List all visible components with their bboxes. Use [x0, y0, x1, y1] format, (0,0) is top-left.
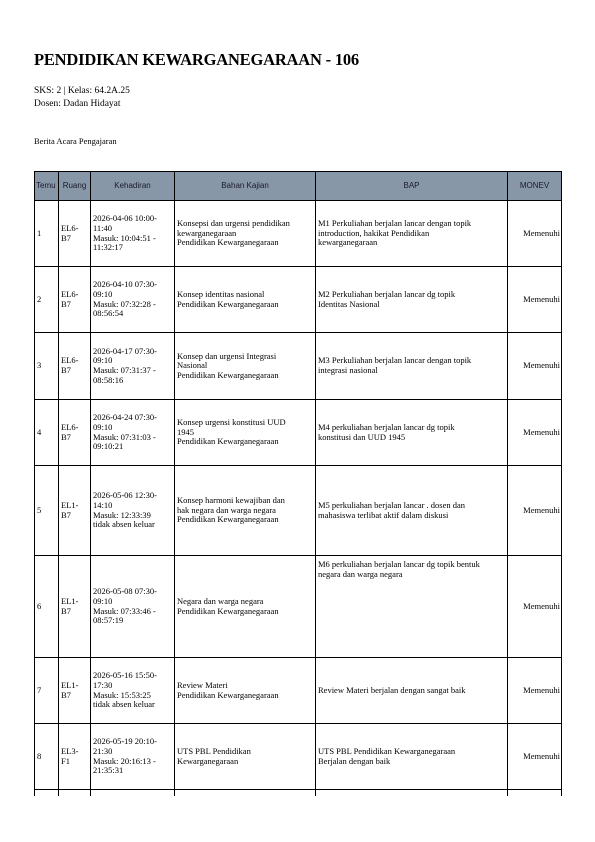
cell-empty — [59, 790, 91, 797]
cell-bahan-kajian: UTS PBL Pendidikan Kewarganegaraan — [175, 724, 316, 790]
cell-bahan-kajian: Negara dan warga negara Pendidikan Kewarganegaraan — [175, 556, 316, 658]
cell-temu: 3 — [35, 333, 59, 400]
cell-ruang: EL3- F1 — [59, 724, 91, 790]
table-row — [35, 267, 562, 333]
header-bahan-kajian: Bahan Kajian — [175, 172, 316, 201]
cell-ruang: EL1- B7 — [59, 556, 91, 658]
cell-bap: M6 perkuliahan berjalan lancar dg topik bentuk negara dan warga negara — [316, 556, 508, 658]
cell-monev: Memenuhi — [508, 201, 562, 267]
cell-bap: UTS PBL Pendidikan Kewarganegaraan Berjalan dengan baik — [316, 724, 508, 790]
table-header-row — [35, 172, 562, 201]
cell-bahan-kajian: Konsep identitas nasional Pendidikan Kewarganegaraan — [175, 267, 316, 333]
cell-bap: M3 Perkuliahan berjalan lancar dengan topik integrasi nasional — [316, 333, 508, 400]
header-bap: BAP — [316, 172, 508, 201]
cell-bap: M5 perkuliahan berjalan lancar . dosen dan mahasiswa terlibat aktif dalam diskusi — [316, 466, 508, 556]
cell-empty — [316, 790, 508, 797]
header-monev: MONEV — [508, 172, 562, 201]
cell-monev: Memenuhi — [508, 400, 562, 466]
cell-monev: Memenuhi — [508, 724, 562, 790]
dosen-info: Dosen: Dadan Hidayat — [34, 99, 121, 109]
cell-ruang: EL1- B7 — [59, 658, 91, 724]
cell-kehadiran: 2026-04-06 10:00- 11:40 Masuk: 10:04:51 - 11:32:17 — [91, 201, 175, 267]
header-kehadiran: Kehadiran — [91, 172, 175, 201]
table-row — [35, 724, 562, 790]
cell-ruang: EL1- B7 — [59, 466, 91, 556]
cell-temu: 6 — [35, 556, 59, 658]
cell-empty — [35, 790, 59, 797]
cell-bap: M4 perkuliahan berjalan lancar dg topik konstitusi dan UUD 1945 — [316, 400, 508, 466]
cell-monev: Memenuhi — [508, 658, 562, 724]
table-row — [35, 658, 562, 724]
cell-temu: 1 — [35, 201, 59, 267]
table-row — [35, 556, 562, 658]
cell-temu: 8 — [35, 724, 59, 790]
cell-bahan-kajian: Review Materi Pendidikan Kewarganegaraan — [175, 658, 316, 724]
cell-kehadiran: 2026-04-10 07:30- 09:10 Masuk: 07:32:28 - 08:56:54 — [91, 267, 175, 333]
cell-kehadiran: 2026-05-19 20:10- 21:30 Masuk: 20:16:13 - 21:35:31 — [91, 724, 175, 790]
header-temu: Temu — [35, 172, 59, 201]
table-row — [35, 333, 562, 400]
section-label: Berita Acara Pengajaran — [34, 136, 117, 146]
header-ruang: Ruang — [59, 172, 91, 201]
cell-ruang: EL6- B7 — [59, 400, 91, 466]
table-row — [35, 400, 562, 466]
cell-empty — [91, 790, 175, 797]
table-row — [35, 201, 562, 267]
cell-empty — [508, 790, 562, 797]
cell-ruang: EL6- B7 — [59, 333, 91, 400]
cell-bahan-kajian: Konsep dan urgensi Integrasi Nasional Pendidikan Kewarganegaraan — [175, 333, 316, 400]
cell-temu: 2 — [35, 267, 59, 333]
cell-ruang: EL6- B7 — [59, 201, 91, 267]
cell-temu: 7 — [35, 658, 59, 724]
page-title: PENDIDIKAN KEWARGANEGARAAN - 106 — [34, 50, 359, 69]
cell-bahan-kajian: Konsepsi dan urgensi pendidikan kewarganegaraan Pendidikan Kewarganegaraan — [175, 201, 316, 267]
cell-bahan-kajian: Konsep urgensi konstitusi UUD 1945 Pendidikan Kewarganegaraan — [175, 400, 316, 466]
sks-kelas-info: SKS: 2 | Kelas: 64.2A.25 — [34, 86, 130, 96]
cell-bap: M1 Perkuliahan berjalan lancar dengan topik introduction, hakikat Pendidikan kewarganegaraan — [316, 201, 508, 267]
cell-kehadiran: 2026-04-24 07:30- 09:10 Masuk: 07:31:03 - 09:10:21 — [91, 400, 175, 466]
cell-bap: M2 Perkuliahan berjalan lancar dg topik Identitas Nasional — [316, 267, 508, 333]
cell-empty — [175, 790, 316, 797]
cell-monev: Memenuhi — [508, 556, 562, 658]
cell-temu: 5 — [35, 466, 59, 556]
table-row — [35, 466, 562, 556]
cell-monev: Memenuhi — [508, 333, 562, 400]
cell-kehadiran: 2026-05-08 07:30- 09:10 Masuk: 07:33:46 - 08:57:19 — [91, 556, 175, 658]
cell-kehadiran: 2026-05-06 12:30- 14:10 Masuk: 12:33:39 tidak absen keluar — [91, 466, 175, 556]
berita-acara-table — [34, 171, 562, 796]
cell-bahan-kajian: Konsep harmoni kewajiban dan hak negara dan warga negara Pendidikan Kewarganegaraan — [175, 466, 316, 556]
table-row-continued — [35, 790, 562, 797]
cell-monev: Memenuhi — [508, 267, 562, 333]
cell-kehadiran: 2026-04-17 07:30- 09:10 Masuk: 07:31:37 - 08:58:16 — [91, 333, 175, 400]
cell-monev: Memenuhi — [508, 466, 562, 556]
cell-kehadiran: 2026-05-16 15:50- 17:30 Masuk: 15:53:25 tidak absen keluar — [91, 658, 175, 724]
cell-bap: Review Materi berjalan dengan sangat baik — [316, 658, 508, 724]
cell-temu: 4 — [35, 400, 59, 466]
cell-ruang: EL6- B7 — [59, 267, 91, 333]
